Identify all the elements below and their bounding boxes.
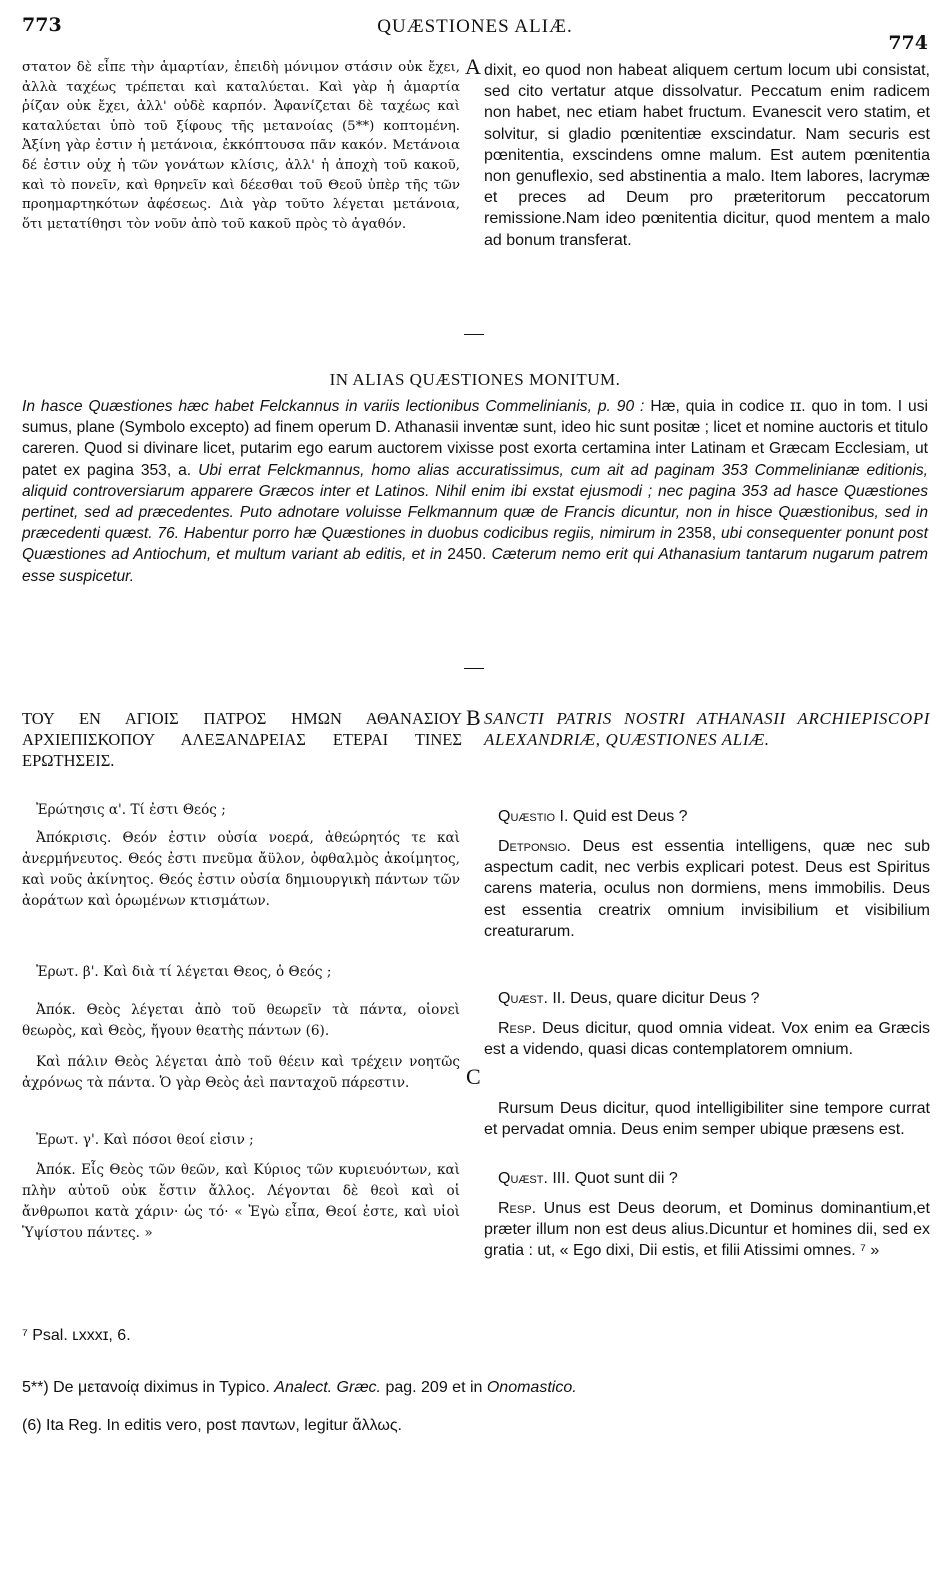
monitum-commentary: Ubi errat Felckmannus, homo alias accuratissimus, cum ait ad paginam 353 Commelinianæ editionis, aliquid controversiarum apparere Græcos inter et Latinos. Nihil enim ibi exstat ejusmodi ; nec pagina 353 ad hasce Quæstiones pertinet, sed ad præcedentes. Puto adnotare voluisse Felkmannum quæ de Francis dicuntur, non in hisce Quæstionibus, sed in præcedenti quæst. 76. Habentur porro hæ Quæstiones in duobus codicibus regiis, nimirum in [22, 461, 929, 543]
monitum-title: IN ALIAS QUÆSTIONES MONITUM. [329, 370, 621, 389]
monitum-quote: Hæ, quia in codice ɪɪ. quo in tom. I usi sumus, plane (Symbolo excepto) ad finem operum D. Athanasii inventæ sunt, ideo hic sunt positæ ; licet et nomine auctoris et titulo careren. Quod si divinare licet, putarim ego earum auctorem vixisse post exorta certamina inter Latinam et Græcam Ecclesiam, ut patet ex pagina 353, a. [22, 398, 928, 479]
latin-answer-3: Resp. Unus est Deus deorum, et Dominus dominantium,et præter illum non est deus alius.Dicuntur et homines dii, sed ex gratia : ut, « Ego dixi, Dii estis, et filii Atissimi omnes. ⁷ » [484, 1200, 930, 1260]
greek-answer-2b: Καὶ πάλιν Θεὸς λέγεται ἀπὸ τοῦ θέειν καὶ τρέχειν νοητῶς ἀχρόνως τὰ πάντα. Ὁ γὰρ Θεὸς ἀεὶ πανταχοῦ πάρεστιν. [22, 1054, 460, 1091]
greek-answer-3: Ἀπόκ. Εἷς Θεὸς τῶν θεῶν, καὶ Κύριος τῶν κυριευόντων, καὶ πλὴν αὐτοῦ οὐκ ἔστιν ἄλλος. Λέγονται δὲ θεοὶ καὶ οἱ ἄνθρωποι κατὰ χάριν· ὡς τό· « Ἐγὼ εἶπα, Θεοί ἐστε, καὶ υἱοὶ Ὑψίστου πάντες. » [22, 1162, 460, 1241]
monitum-intro: In hasce Quæstiones hæc habet Felckannus in variis lectionibus Commelinianis, p. 90 : [22, 398, 645, 415]
monitum-commentary-2: ubi consequenter ponunt post Quæstiones ad Antiochum, et multum variant ab editis, et in [22, 525, 928, 564]
latin-answer-2b: Rursum Deus dicitur, quod intelligibiliter sine tempore currat et pervadat omnia. Deus enim semper ubique præsens est. [484, 1100, 930, 1139]
section-divider-1 [464, 334, 484, 335]
greek-answer-2: Ἀπόκ. Θεὸς λέγεται ἀπὸ τοῦ θεωρεῖν τὰ πάντα, οἱονεὶ θεωρὸς, καὶ Θεὸς, ἤγουν θεατὴς πάντων (6). [22, 1002, 460, 1039]
page-header [22, 14, 928, 54]
monitum-codex-2: 2450. [442, 546, 492, 564]
footnote-7: ⁷ Psal. ʟxxxɪ, 6. [22, 1327, 131, 1344]
page-number-right: 774 [888, 32, 928, 54]
greek-answer-1: Ἀπόκρισις. Θεόν ἐστιν οὐσία νοερά, ἀθεώρητός τε καὶ ἀνερμήνευτος. Θεός ἐστι πνεῦμα ἄϋλον, ὀφθαλμὸς ἀκοίμητος, καὶ νοῦς ἀκίνητος. Θεός ἐστιν οὐσία δημιουργικὴ πάντων τῶν ἀοράτων καὶ ὁρωμένων κτισμάτων. [22, 830, 460, 909]
monitum-body [22, 396, 928, 587]
marker-a: A [465, 54, 481, 79]
latin-heading: SANCTI PATRIS NOSTRI ATHANASII ARCHIEPISCOPI ALEXANDRIÆ, QUÆSTIONES ALIÆ. [484, 709, 930, 749]
latin-answer-1: Detponsio. Deus est essentia intelligens, quæ nec sub aspectum cadit, nec verbis explicari potest. Deus est Spiritus carens materia, oculus non dormiens, mens immobilis. Deus est essentia creatrix omnium invisibilium et visibilium creaturarum. [484, 838, 930, 940]
greek-question-2: Ἐρωτ. β'. Καὶ διὰ τί λέγεται Θεος, ὁ Θεός ; [36, 964, 332, 980]
latin-question-3: Quæst. III. Quot sunt dii ? [498, 1170, 678, 1187]
marker-c: C [466, 1064, 481, 1089]
greek-question-3: Ἐρωτ. γ'. Καὶ πόσοι θεοί εἰσιν ; [36, 1132, 254, 1148]
latin-question-1: Quæstio I. Quid est Deus ? [498, 808, 688, 825]
running-title: QUÆSTIONES ALIÆ. [377, 16, 573, 37]
page-number-left: 773 [22, 14, 62, 36]
greek-heading: ΤΟΥ ΕΝ ΑΓΙΟΙΣ ΠΑΤΡΟΣ ΗΜΩΝ ΑΘΑΝΑΣΙΟΥ ΑΡΧΙΕΠΙΣΚΟΠΟΥ ΑΛΕΞΑΝΔΡΕΙΑΣ ΕΤΕΡΑΙ ΤΙΝΕΣ ΕΡΩΤΗΣΕΙΣ. [22, 709, 462, 770]
footnote-6: (6) Ita Reg. In editis vero, post παντων, legitur ἄλλως. [22, 1417, 402, 1434]
section-divider-2 [464, 668, 484, 669]
footnote-5: 5**) De μετανοίᾳ diximus in Typico. Analect. Græc. pag. 209 et in Onomastico. [22, 1379, 577, 1396]
top-greek-text: στατον δὲ εἶπε τὴν ἁμαρτίαν, ἐπειδὴ μόνιμον στάσιν οὐκ ἔχει, ἀλλὰ ταχέως τρέπεται καὶ καταλύεται. Καὶ γὰρ ἡ ἁμαρτία ῥίζαν οὐκ ἔχει, ἀλλ' οὐδὲ καρπόν. Ἀφανίζεται δὲ ταχέως καὶ καταλύεται ὑπὸ τοῦ ξίφους τῆς μετανοίας (5**) κοπτομένη. Ἀξίνη γὰρ ἐστιν ἡ μετάνοια, ἐκκόπτουσα πᾶν κακόν. Μετάνοια δέ ἐστιν οὐχ ἡ τῶν γονάτων κλίσις, ἀλλ' ἡ ἀποχὴ τοῦ κακοῦ, καὶ τὸ πονεῖν, καὶ θρηνεῖν καὶ δέεσθαι τοῦ Θεοῦ ὑπὲρ τῆς τῶν προημαρτηκότων ἀφέσεως. Διὰ γὰρ τοῦτο λέγεται μετάνοια, ὅτι μετατίθησι τὸν νοῦν ἀπὸ τοῦ κακοῦ πρὸς τὸ ἀγαθόν. [22, 60, 460, 232]
marker-b: B [466, 705, 481, 730]
top-latin-text: dixit, eo quod non habeat aliquem certum locum ubi consistat, sed cito vertatur atque dissolvatur. Peccatum enim radicem non habet, nec etiam habet fructum. Evanescit vero statim, et solvitur, si gladio pœnitentiæ exscindatur. Nam securis est pœnitentia, exscindens omne malum. Est autem pœnitentia non genuflexio, sed abstinentia a malo. Item labores, lacrymæ et preces ad Deum pro præteritorum peccatorum remissione.Nam ideo pœnitentia dicitur, quod mentem a malo ad bonum transferat. [484, 62, 930, 249]
latin-question-2: Quæst. II. Deus, quare dicitur Deus ? [498, 990, 760, 1007]
monitum-codex-1: 2358, [672, 525, 721, 543]
greek-question-1: Ἐρώτησις α'. Τί ἐστι Θεός ; [36, 802, 226, 818]
monitum-conclusion: Cæterum nemo erit qui Athanasium tantarum nugarum patrem esse suspicetur. [22, 546, 928, 585]
latin-answer-2: Resp. Deus dicitur, quod omnia videat. Vox enim ea Græcis est a videndo, quasi dicas contemplatorem omnium. [484, 1020, 930, 1059]
